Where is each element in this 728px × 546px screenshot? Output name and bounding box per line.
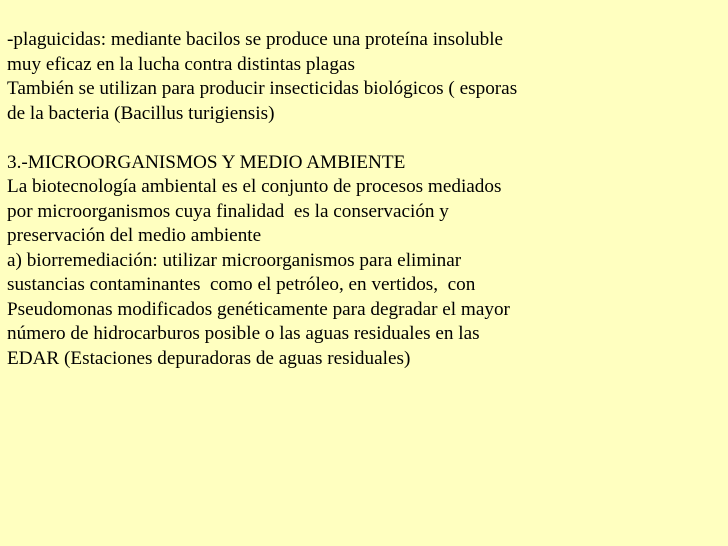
- text-line: a) biorremediación: utilizar microorganismos para eliminar: [7, 249, 462, 271]
- text-line: de la bacteria (Bacillus turigiensis): [7, 102, 275, 124]
- text-line: muy eficaz en la lucha contra distintas plagas: [7, 53, 355, 75]
- text-line: Pseudomonas modificados genéticamente para degradar el mayor: [7, 298, 510, 320]
- text-line: EDAR (Estaciones depuradoras de aguas residuales): [7, 347, 411, 369]
- blank-line: [7, 126, 723, 151]
- text-line: -plaguicidas: mediante bacilos se produce una proteína insoluble: [7, 29, 504, 50]
- text-line: número de hidrocarburos posible o las aguas residuales en las: [7, 323, 480, 344]
- text-line: También se utilizan para producir insecticidas biológicos ( esporas: [7, 78, 518, 99]
- section-heading: 3.-MICROORGANISMOS Y MEDIO AMBIENTE: [7, 151, 406, 173]
- text-line: preservación del medio ambiente: [7, 225, 262, 246]
- text-line: La biotecnología ambiental es el conjunto de procesos mediados: [7, 176, 502, 197]
- text-line: sustancias contaminantes como el petróleo, en vertidos, con: [7, 274, 476, 295]
- text-line: por microorganismos cuya finalidad es la conservación y: [7, 200, 449, 222]
- slide-text-block: [7, 28, 723, 371]
